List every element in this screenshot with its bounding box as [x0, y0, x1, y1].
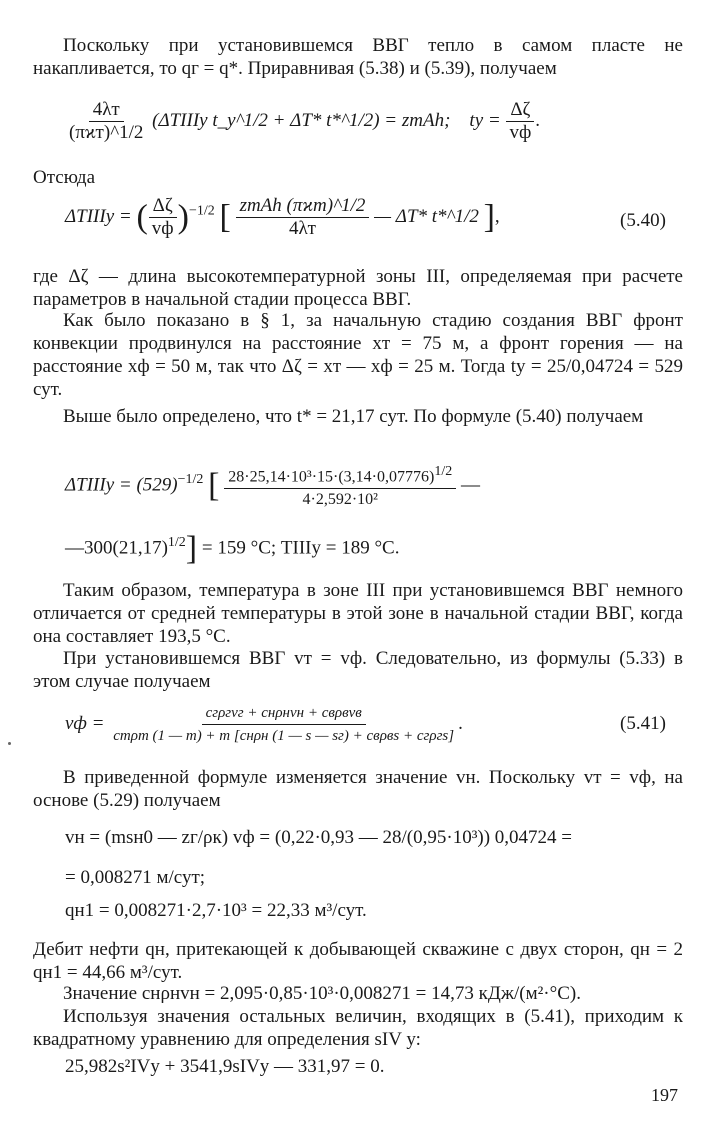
paragraph-10: Используя значения остальных величин, входящих в (5.41), приходим к квадратному уравнению для определения sIV у: [33, 1006, 683, 1050]
equation-5-41: vф = $\frac{\text{cгρгvг + cнρнvн + cвρвvв}}{\text{cтρт (1 — m) + m [cнρн (1 — s — sг) + cвρвs + cгρгs]}}$ . [65, 705, 463, 744]
paragraph-2: где Δζ — длина высокотемпературной зоны III, определяемая при расчете параметров в начальной стадии процесса ВВГ. [33, 266, 683, 310]
equation-1: $\frac{4\lambda т}{\text{(πϰт)\textasciicircum{}1/2}}$ (ΔTIIIу t_у^1/2 + ΔT* t*^1/2) = zтAh; tу = $\frac{\Delta\zeta}{vф}$ . [65, 100, 540, 143]
eq3-denominator: 4·2,592·10² [302, 491, 378, 509]
eq3-line2-exp: 1/2 [167, 535, 186, 551]
equation-5-line-2: = 0,008271 м/сут; [65, 867, 206, 888]
eq3-numerator: 28·25,14·10³·15·(3,14·0,07776) [228, 468, 435, 486]
eq3-line2: —300(21,17) [65, 537, 168, 559]
paragraph-9: Значение cнρнvн = 2,095·0,85·10³·0,008271 = 14,73 кДж/(м²·°С). [63, 983, 581, 1004]
paragraph-8: Дебит нефти qн, притекающей к добывающей скважине с двух сторон, qн = 2 qн1 = 44,66 м³/сут. [33, 939, 683, 983]
equation-3-line-2: $—300(21,17)^{1/2}] = 159$ °С; TIIIу = 189 °С. [65, 530, 400, 567]
equation-label-5-41: (5.41) [620, 713, 666, 734]
equation-5-line-1: vн = (msн0 — zг/ρк) vф = (0,22·0,93 — 28/(0,95·10³)) 0,04724 = [65, 827, 573, 848]
eq1-fraction-numerator: 4λт [89, 100, 124, 122]
paragraph-4: Выше было определено, что t* = 21,17 сут. По формуле (5.40) получаем [63, 406, 644, 427]
equation-5-40: ΔTIIIу = ( $\frac{\Delta\zeta}{vф}$ )$^{-1/2}$ [ $\frac{\text{zтAh (πϰт)\textasciicircum{}1/2}}{4\lambda т}$ — ΔT* t*^1/2 ], [65, 195, 500, 239]
equation-label-5-40: (5.40) [620, 210, 666, 231]
equation-6: 25,982s²IVу + 3541,9sIVу — 331,97 = 0. [65, 1056, 385, 1077]
otsyuda-text: Отсюда [33, 167, 96, 188]
eq4-lhs: vф = [65, 712, 105, 734]
paragraph-3: Как было показано в § 1, за начальную стадию создания ВВГ фронт конвекции продвинулся на расстояние xт = 75 м, а фронт горения — на расстояние xф = 50 м, так что Δζ = xт — xф = 25 м. Тогда tу = 25/0,04724 = 529 сут. [33, 310, 683, 400]
eq2-frac-denominator: vф [151, 218, 174, 239]
eq2-inner-denominator: 4λт [288, 218, 316, 239]
eq4-numerator: cгρгvг + cнρнvн + cвρвvв [202, 703, 366, 725]
eq1-fraction-denominator: (πϰт)^1/2 [69, 122, 144, 143]
eq1-ty-numerator: Δζ [506, 100, 534, 122]
eq2-tail: — ΔT* t*^1/2 [374, 205, 479, 227]
scan-speck [8, 742, 11, 745]
eq2-lhs: ΔTIIIу = [65, 205, 132, 227]
eq2-inner-numerator: zтAh (πϰт)^1/2 [236, 196, 370, 218]
page-number: 197 [651, 1085, 678, 1105]
equation-3-line-1: ΔTIIIу = $(529)^{-1/2}$ [ $\frac{28\cdot 25,14\cdot 10^3\cdot 15\cdot(3,14\cdot 0,07776)^{1/2}}{\text{4·2,592·10²}}$ — [65, 464, 480, 509]
eq3-exponent: −1/2 [177, 472, 204, 488]
eq2-frac-numerator: Δζ [149, 196, 177, 218]
paragraph-1: Поскольку при установившемся ВВГ тепло в самом пласте не накапливается, то qг = q*. Приравнивая (5.38) и (5.39), получаем [33, 35, 683, 79]
eq4-denominator: cтρт (1 — m) + m [cнρн (1 — s — sг) + cвρвs + cгρгs] [113, 728, 455, 744]
eq2-exponent: −1/2 [188, 203, 215, 219]
eq3-result: = 159 °С; TIIIу = 189 °С. [201, 537, 400, 559]
equation-5-line-3: qн1 = 0,008271·2,7·10³ = 22,33 м³/сут. [65, 900, 367, 921]
paragraph-6: При установившемся ВВГ vт = vф. Следовательно, из формулы (5.33) в этом случае получаем [33, 648, 683, 692]
paragraph-5: Таким образом, температура в зоне III при установившемся ВВГ немного отличается от средней температуры в этой зоне в начальной стадии ВВГ, когда она составляет 193,5 °С. [33, 580, 683, 647]
eq3-dash: — [460, 474, 480, 496]
eq1-body: (ΔTIIIу t_у^1/2 + ΔT* t*^1/2) = zтAh; [152, 109, 451, 131]
eq3-lhs: ΔTIIIу = (529) [65, 474, 178, 496]
paragraph-7: В приведенной формуле изменяется значение vн. Поскольку vт = vф, на основе (5.29) получаем [33, 767, 683, 811]
eq1-ty: tу = [469, 109, 501, 131]
eq1-ty-denominator: vф [509, 122, 532, 143]
eq3-numerator-exp: 1/2 [434, 464, 453, 479]
